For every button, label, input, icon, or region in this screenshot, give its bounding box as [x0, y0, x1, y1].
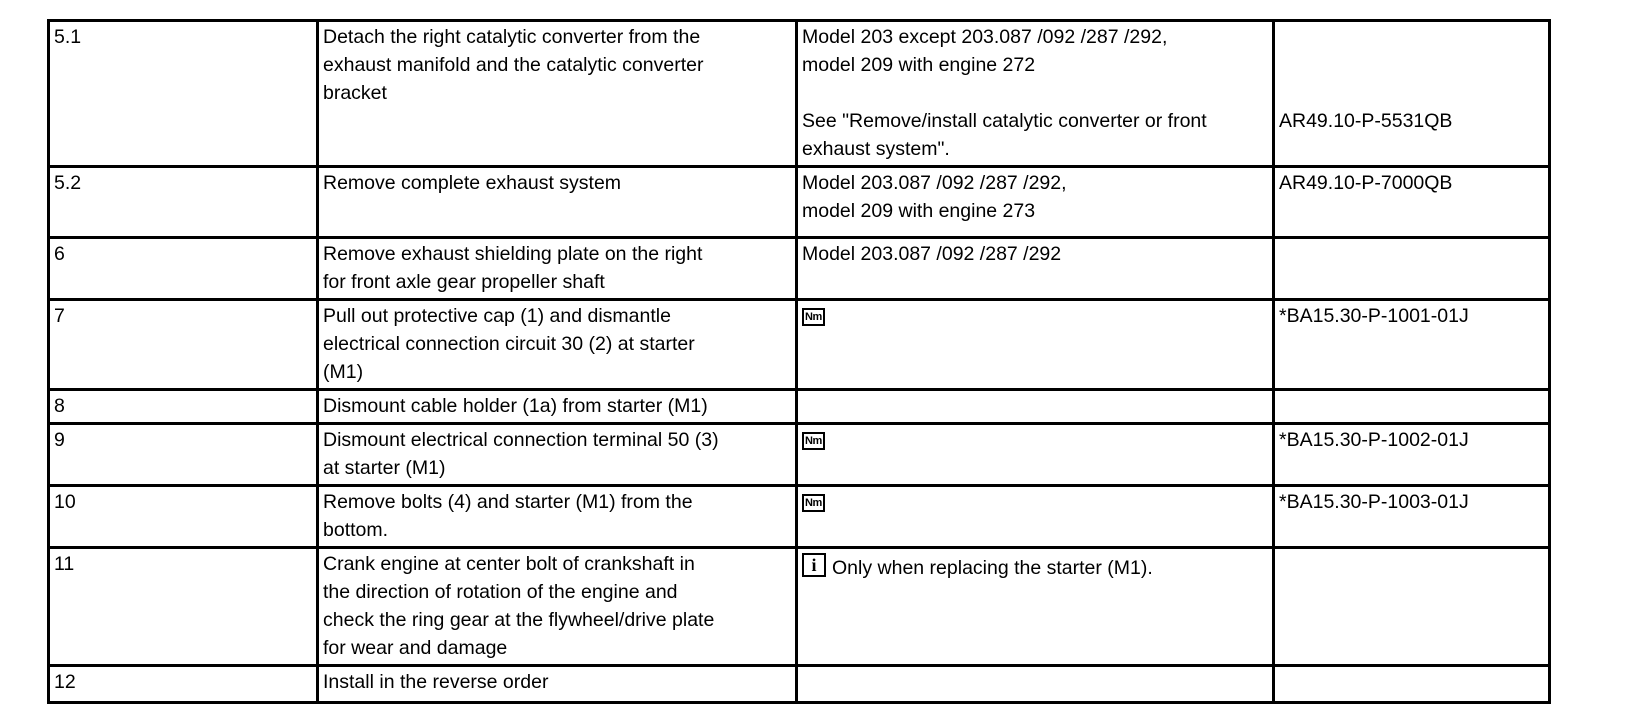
torque-nm-icon[interactable]: Nm	[802, 432, 825, 450]
note-cell	[797, 548, 1274, 666]
step-number: 5.1	[54, 26, 82, 48]
step-number: 7	[54, 305, 65, 327]
reference-cell	[1274, 300, 1550, 390]
reference-cell	[1274, 21, 1550, 167]
note-text: Model 203 except 203.087 /092 /287 /292,	[802, 26, 1168, 48]
reference-cell	[1274, 666, 1550, 703]
step-number: 12	[54, 671, 76, 693]
action-text: Crank engine at center bolt of crankshaft in	[323, 553, 695, 575]
action-text: Dismount electrical connection terminal 50 (3)	[323, 429, 719, 451]
table-row	[49, 21, 1550, 167]
note-cell	[797, 486, 1274, 548]
note-cell	[797, 238, 1274, 300]
step-number: 8	[54, 395, 65, 417]
note-cell	[797, 167, 1274, 238]
note-text: See "Remove/install catalytic converter or front	[802, 110, 1207, 132]
step-cell	[49, 21, 318, 167]
note-cell	[797, 300, 1274, 390]
note-text: Only when replacing the starter (M1).	[832, 557, 1153, 579]
action-text: bottom.	[323, 519, 389, 541]
step-cell	[49, 167, 318, 238]
note-cell	[797, 666, 1274, 703]
action-text: Remove bolts (4) and starter (M1) from the	[323, 491, 693, 513]
action-text: the direction of rotation of the engine and	[323, 581, 678, 603]
action-cell	[318, 666, 797, 703]
step-number: 10	[54, 491, 76, 513]
action-text: check the ring gear at the flywheel/drive plate	[323, 609, 715, 631]
action-text: Remove exhaust shielding plate on the right	[323, 243, 703, 265]
action-text: for wear and damage	[323, 637, 508, 659]
step-cell	[49, 548, 318, 666]
table-row	[49, 300, 1550, 390]
action-cell	[318, 238, 797, 300]
action-text: Install in the reverse order	[323, 671, 549, 693]
note-cell	[797, 390, 1274, 424]
action-text: Dismount cable holder (1a) from starter (M1)	[323, 395, 708, 417]
note-text: Model 203.087 /092 /287 /292,	[802, 172, 1067, 194]
action-text: for front axle gear propeller shaft	[323, 271, 605, 293]
action-text: Pull out protective cap (1) and dismantle	[323, 305, 671, 327]
table-row	[49, 666, 1550, 703]
action-cell	[318, 390, 797, 424]
reference-cell	[1274, 486, 1550, 548]
note-text: exhaust system".	[802, 138, 950, 160]
torque-nm-icon[interactable]: Nm	[802, 308, 825, 326]
reference-link[interactable]: *BA15.30-P-1002-01J	[1279, 429, 1469, 451]
action-text: electrical connection circuit 30 (2) at starter	[323, 333, 695, 355]
note-cell	[797, 424, 1274, 486]
table-row	[49, 486, 1550, 548]
action-cell	[318, 548, 797, 666]
reference-cell	[1274, 424, 1550, 486]
action-cell	[318, 486, 797, 548]
note-cell	[797, 21, 1274, 167]
action-text: Remove complete exhaust system	[323, 172, 622, 194]
step-cell	[49, 666, 318, 703]
step-number: 11	[54, 553, 75, 575]
step-number: 9	[54, 429, 65, 451]
action-text: bracket	[323, 82, 387, 104]
step-number: 6	[54, 243, 65, 265]
procedure-table	[47, 19, 1551, 704]
spacer	[802, 79, 1268, 107]
action-cell	[318, 21, 797, 167]
reference-cell	[1274, 167, 1550, 238]
note-text: Model 203.087 /092 /287 /292	[802, 243, 1062, 265]
step-cell	[49, 390, 318, 424]
step-cell	[49, 424, 318, 486]
reference-link[interactable]: AR49.10-P-5531QB	[1279, 110, 1453, 132]
action-text: Detach the right catalytic converter from the	[323, 26, 701, 48]
step-cell	[49, 486, 318, 548]
reference-cell	[1274, 548, 1550, 666]
reference-link[interactable]: *BA15.30-P-1003-01J	[1279, 491, 1469, 513]
action-cell	[318, 167, 797, 238]
info-icon: i	[802, 553, 826, 577]
reference-cell	[1274, 238, 1550, 300]
table-row	[49, 390, 1550, 424]
reference-cell	[1274, 390, 1550, 424]
table-row	[49, 548, 1550, 666]
table-row	[49, 238, 1550, 300]
note-text: model 209 with engine 273	[802, 200, 1036, 222]
table-row	[49, 424, 1550, 486]
step-cell	[49, 238, 318, 300]
step-cell	[49, 300, 318, 390]
action-cell	[318, 300, 797, 390]
action-text: exhaust manifold and the catalytic converter	[323, 54, 704, 76]
reference-link[interactable]: AR49.10-P-7000QB	[1279, 172, 1453, 194]
action-text: (M1)	[323, 361, 364, 383]
step-number: 5.2	[54, 172, 82, 194]
torque-nm-icon[interactable]: Nm	[802, 494, 825, 512]
table-row	[49, 167, 1550, 238]
action-text: at starter (M1)	[323, 457, 446, 479]
note-text: model 209 with engine 272	[802, 54, 1036, 76]
action-cell	[318, 424, 797, 486]
reference-link[interactable]: *BA15.30-P-1001-01J	[1279, 305, 1469, 327]
